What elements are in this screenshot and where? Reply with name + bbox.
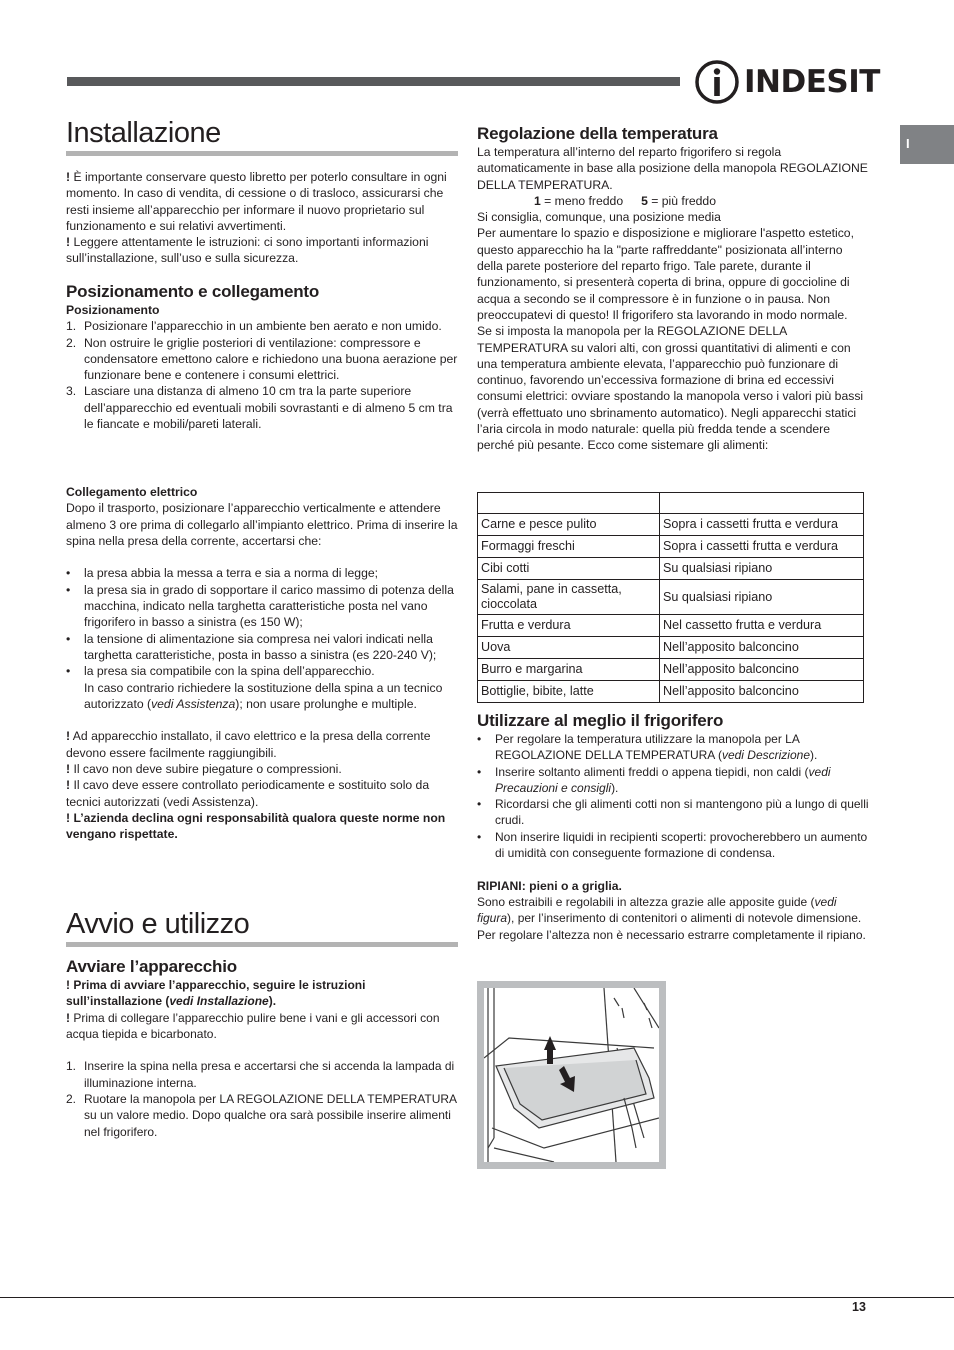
item-number: 1. (66, 319, 77, 334)
table-row (478, 558, 864, 580)
table-cell (478, 493, 660, 514)
intro-paragraph (66, 234, 458, 267)
language-tab: I (900, 125, 954, 164)
list-item (477, 796, 869, 829)
list-item (477, 731, 869, 764)
warning-text: ). (268, 994, 277, 1009)
table-cell: Sopra i cassetti frutta e verdura (660, 514, 864, 536)
table-cell: Sopra i cassetti frutta e verdura (660, 536, 864, 558)
warning-text: Ad apparecchio installato, il cavo elettrico e la presa della corrente devono essere facilmente raggiungibili. (66, 729, 431, 760)
item-text: Lasciare una distanza di almeno 10 cm tra la parte superiore dell’apparecchio ed eventuali mobili sovrastanti e di almeno 5 cm tra le fiancate e mobili/pareti laterali. (84, 384, 453, 432)
list-item (66, 335, 458, 384)
table-row (478, 580, 864, 615)
warning-mark: ! (66, 1010, 70, 1025)
avvio-section (66, 908, 458, 947)
item-text: Posizionare l’apparecchio in un ambiente ben aerato e non umido. (84, 319, 442, 334)
intro-text: Leggere attentamente le istruzioni: ci sono importanti informazioni sull’installazione, sull’uso e sulla sicurezza. (66, 235, 429, 266)
shelf-illustration (477, 981, 666, 1169)
item-text: la presa sia in grado di sopportare il carico massimo di potenza della macchina, indicato nella targhetta caratteristiche posta nel vano frigorifero in basso a sinistra (es 150 W); (84, 582, 454, 630)
regolazione-paragraph: Si consiglia, comunque, una posizione media (477, 210, 721, 225)
warning-paragraph (66, 728, 458, 761)
list-item (66, 663, 458, 712)
utilizzare-section (477, 711, 869, 943)
installazione-title: Installazione (66, 117, 458, 156)
list-item (477, 764, 869, 797)
table-cell: Salami, pane in cassetta, cioccolata (478, 580, 660, 615)
table-cell: Su qualsiasi ripiano (660, 580, 864, 615)
cross-reference: vedi Installazione (169, 994, 269, 1009)
collegamento-heading: Collegamento elettrico (66, 485, 198, 499)
item-text: ). (611, 780, 619, 795)
bullet-icon: • (477, 764, 482, 779)
scale-label: = meno freddo (540, 193, 624, 208)
posizionamento-subheading: Posizionamento (66, 303, 160, 317)
list-item (66, 582, 458, 631)
shelf-adjustment-figure (484, 988, 659, 1162)
table-row (478, 536, 864, 558)
warning-paragraph (66, 777, 458, 810)
installazione-section (66, 117, 458, 156)
utilizzare-heading: Utilizzare al meglio il frigorifero (477, 711, 724, 730)
table-cell: Cibi cotti (478, 558, 660, 580)
warning-paragraph (66, 761, 458, 777)
liability-text: ! L’azienda declina ogni responsabilità qualora queste norme non vengano rispettate. (66, 810, 446, 842)
table-row (478, 514, 864, 536)
warning-mark: ! (66, 778, 71, 793)
scale-value: 5 (641, 193, 648, 208)
cross-reference: vedi Precauzioni e consigli (495, 764, 831, 795)
bullet-icon: • (477, 829, 482, 844)
item-text: la presa abbia la messa a terra e sia a norma di legge; (84, 566, 379, 581)
avviare-note (66, 1010, 458, 1043)
item-text: Per regolare la temperatura utilizzare la manopola per LA REGOLAZIONE DELLA TEMPERATURA ( (495, 732, 800, 763)
avviare-warning (66, 977, 458, 1010)
cross-reference: vedi Descrizione (721, 748, 810, 763)
list-item (66, 565, 458, 581)
regolazione-heading: Regolazione della temperatura (477, 124, 718, 143)
page-number: 13 (852, 1300, 866, 1314)
regolazione-paragraph: La temperatura all’interno del reparto frigorifero si regola automaticamente in base alla posizione della manopola REGOLAZIONE DELLA TEMPERATURA. (477, 145, 868, 192)
bullet-icon: • (66, 582, 71, 597)
table-cell: Frutta e verdura (478, 615, 660, 637)
item-text: la presa sia compatibile con la spina dell’apparecchio. (84, 664, 375, 679)
item-text: Ricordarsi che gli alimenti cotti non si mantengono più a lungo di quelli crudi. (495, 797, 869, 828)
posizionamento-list (66, 318, 458, 432)
avviare-heading: Avviare l’apparecchio (66, 957, 237, 976)
list-item (66, 631, 458, 664)
table-cell: Nel cassetto frutta e verdura (660, 615, 864, 637)
food-placement-table-wrapper (477, 492, 864, 703)
scale-value: 1 (534, 193, 541, 208)
regolazione-section (477, 124, 869, 454)
item-text: Non inserire liquidi in recipienti scoperti: provocherebbero un aumento di umidità con conseguente formazione di condensa. (495, 829, 868, 861)
table-cell: Nell’apposito balconcino (660, 637, 864, 659)
avviare-steps (66, 1058, 458, 1139)
intro-text: È importante conservare questo libretto per poterlo consultare in ogni momento. In caso di vendita, di cessione o di trasloco, assicurarsi che resti insieme all’apparecchio per informare il nuovo proprietario sul funzionamento e sui relativi avvertimenti. (66, 170, 447, 233)
table-cell: Uova (478, 637, 660, 659)
cross-reference: vedi Assistenza (151, 696, 236, 711)
note-text: Prima di collegare l’apparecchio pulire bene i vani e gli accessori con acqua tiepida e bicarbonato. (66, 1010, 440, 1041)
list-item (66, 318, 458, 334)
header-bar (67, 77, 680, 86)
table-cell: Burro e margarina (478, 659, 660, 681)
list-item (66, 1091, 458, 1140)
warning-text: ! Prima di avviare l’apparecchio, seguire le istruzioni sull’installazione ( (66, 978, 366, 1009)
warning-mark: ! (66, 170, 71, 184)
indesit-logo-icon (694, 60, 740, 104)
bullet-icon: • (66, 566, 71, 581)
avvio-title: Avvio e utilizzo (66, 908, 458, 947)
item-text: ). (810, 748, 818, 763)
item-text: In caso contrario richiedere la sostituzione della spina a un tecnico autorizzato ( (84, 680, 443, 711)
warning-mark: ! (66, 235, 71, 250)
table-row (478, 681, 864, 703)
utilizzare-list (477, 731, 869, 861)
ripiani-heading: RIPIANI: pieni o a griglia. (477, 878, 622, 893)
list-item (66, 1058, 458, 1091)
food-placement-table (477, 492, 864, 703)
avviare-section (66, 957, 458, 1140)
collegamento-intro: Dopo il trasporto, posizionare l’apparecchio verticalmente e attendere almeno 3 ore prima di collegarlo all’impianto elettrico. Prima di inserire la spina nella presa della corrente, accertarsi che: (66, 501, 458, 548)
table-cell: Nell’apposito balconcino (660, 681, 864, 703)
cross-reference: vedi figura (477, 894, 837, 926)
temperature-scale (477, 193, 869, 209)
item-number: 1. (66, 1059, 77, 1074)
table-cell: Bottiglie, bibite, latte (478, 681, 660, 703)
warning-text: Il cavo deve essere controllato periodicamente e sostituito solo da tecnici autorizzati (vedi Assistenza). (66, 778, 430, 809)
warning-mark: ! (66, 729, 71, 744)
brand-logo (694, 60, 880, 104)
collegamento-section (66, 484, 458, 843)
table-cell: Nell’apposito balconcino (660, 659, 864, 681)
warning-mark: ! (66, 762, 71, 777)
installazione-intro (66, 169, 458, 267)
item-text: Inserire la spina nella presa e accertarsi che si accenda la lampada di illuminazione interna. (84, 1059, 455, 1090)
posizionamento-section (66, 282, 458, 432)
brand-name: INDESIT (744, 64, 880, 100)
table-cell (660, 493, 864, 514)
liability-notice (66, 810, 458, 843)
ripiani-paragraph (477, 894, 869, 943)
table-cell: Formaggi freschi (478, 536, 660, 558)
bullet-icon: • (66, 631, 71, 646)
warning-text: Il cavo non deve subire piegature o compressioni. (70, 762, 342, 777)
posizionamento-heading: Posizionamento e collegamento (66, 282, 320, 301)
item-number: 3. (66, 384, 77, 399)
table-row (478, 637, 864, 659)
item-number: 2. (66, 335, 77, 350)
bullet-icon: • (66, 664, 71, 679)
item-text: Non ostruire le griglie posteriori di ventilazione: compressore e condensatore emettono calore e richiedono una buona aerazione per funzionare bene e contenere i consumi elettrici. (84, 335, 458, 383)
intro-paragraph (66, 169, 458, 234)
table-row (478, 615, 864, 637)
bullet-icon: • (477, 732, 482, 746)
list-item (66, 383, 458, 432)
regolazione-paragraph: Se si imposta la manopola per la REGOLAZIONE DELLA TEMPERATURA su valori alti, con grossi quantitativi di alimenti e con una temperatura ambiente elevata, l’apparecchio può funzionare di continuo, favorendo un’eccessiva formazione di brina ed eccessivi consumi elettrici: ovviare spostando la manopola verso i valori più bassi (verrà effettuato uno sbrinamento automatico). Negli apparecchi statici l’aria circola in modo naturale: quella più fredda tende a scendere perché più pesante. Ecco come sistemare gli alimenti: (477, 324, 864, 453)
paragraph-text: ), per l’inserimento di contenitori o alimenti di notevole dimensione. Per regolare l’altezza non è necessario estrarre completamente il ripiano. (477, 911, 866, 942)
item-text: Inserire soltanto alimenti freddi o appena tiepidi, non caldi ( (495, 764, 809, 779)
collegamento-checklist (66, 565, 458, 712)
footer-rule (0, 1297, 954, 1298)
table-cell: Carne e pesce pulito (478, 514, 660, 536)
paragraph-text: Sono estraibili e regolabili in altezza grazie alle apposite guide ( (477, 894, 815, 909)
regolazione-paragraph: Per aumentare lo spazio e disposizione e migliorare l'aspetto estetico, questo apparecchio ha la "parte raffreddante" posizionata all’interno della parete posteriore del reparto frigo. Tale parete, durante il funzionamento, si presenterà coperta di brina, oppure di goccioline di acqua a secondo se il compressore è in funzione o in pausa. Non preoccupatevi di questo! Il frigorifero sta lavorando in modo normale. (477, 226, 854, 322)
item-text: la tensione di alimentazione sia compresa nei valori indicati nella targhetta caratteristiche, posta in basso a sinistra (es 220-240 V); (84, 631, 437, 662)
table-cell: Su qualsiasi ripiano (660, 558, 864, 580)
table-header-row (478, 493, 864, 514)
list-item (477, 829, 869, 862)
scale-label: = più freddo (647, 193, 716, 208)
item-text: Ruotare la manopola per LA REGOLAZIONE DELLA TEMPERATURA su un valore medio. Dopo qualche ora sarà possibile inserire alimenti nel frigorifero. (84, 1092, 457, 1139)
item-text: ); non usare prolunghe e multiple. (235, 696, 417, 711)
bullet-icon: • (477, 797, 482, 812)
item-number: 2. (66, 1092, 77, 1107)
table-row (478, 659, 864, 681)
